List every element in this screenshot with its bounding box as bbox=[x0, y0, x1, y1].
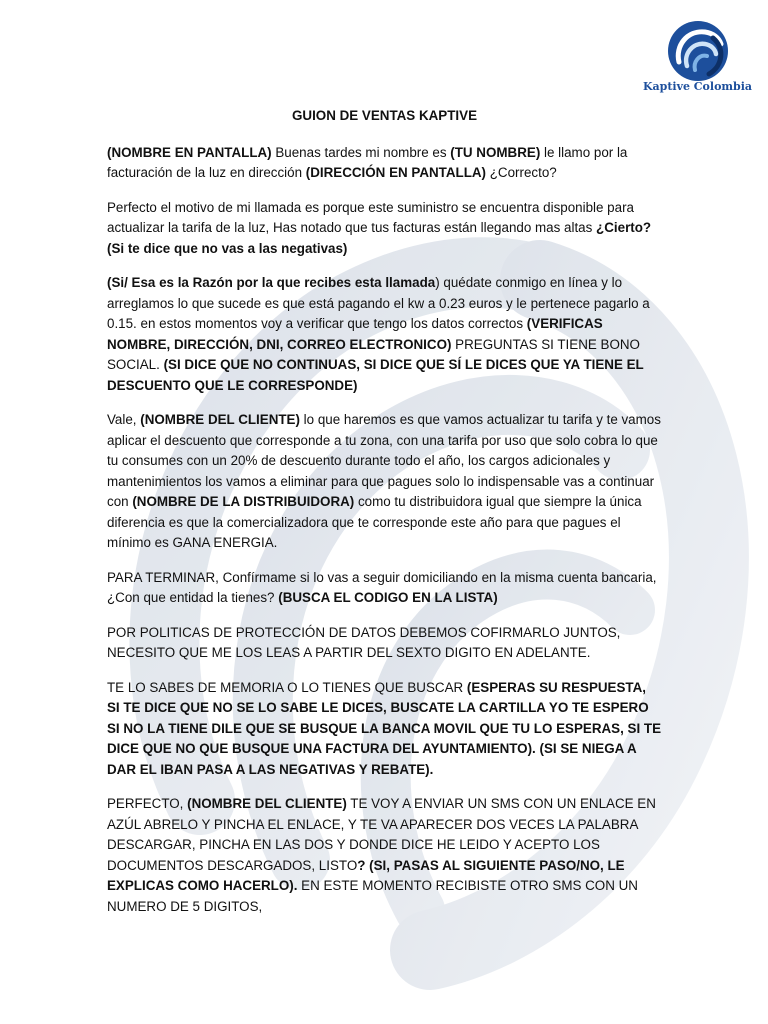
bold-instruction: (TU NOMBRE) bbox=[450, 144, 541, 160]
script-text: Vale, bbox=[107, 412, 141, 427]
bold-instruction: (SI DICE QUE NO CONTINUAS, SI DICE QUE SÍ LE DICES QUE YA TIENE EL DESCUENTO QUE LE CORRESPONDE) bbox=[107, 357, 644, 393]
script-text: Buenas tardes mi nombre es bbox=[271, 144, 451, 160]
paragraph-3 bbox=[107, 273, 662, 396]
script-text: como tu distribuidora igual que siempre la única diferencia es que la comercializadora que te corresponde este año para que pagues el mínimo es GANA ENERGIA. bbox=[107, 494, 642, 550]
logo-text: Kaptive Colombia bbox=[642, 80, 753, 93]
bold-instruction: (NOMBRE DEL CLIENTE) bbox=[187, 796, 347, 811]
bold-instruction: (ESPERAS SU RESPUESTA, SI TE DICE QUE NO SE LO SABE LE DICES, BUSCATE LA CARTILLA YO TE ESPERO SI NO LA TIENE DILE QUE SE BUSQUE LA BANCA MOVIL QUE TU LO ESPERAS, SI TE DICE QUE NO QUE BUSQUE UNA FACTURA DEL AYUNTAMIENTO). (SI SE NIEGA A DAR EL IBAN PASA A LAS NEGATIVAS Y REBATE). bbox=[107, 679, 662, 777]
script-paragraphs bbox=[107, 143, 662, 918]
paragraph-7 bbox=[107, 678, 662, 781]
bold-instruction: (NOMBRE EN PANTALLA) bbox=[107, 144, 272, 160]
bold-instruction: ? (SI, PASAS AL SIGUIENTE PASO/NO, LE EXPLICAS COMO HACERLO). bbox=[107, 857, 625, 893]
paragraph-2 bbox=[107, 198, 662, 260]
script-text: ) quédate conmigo en línea y lo arreglamos lo que sucede es que está pagando el kw a 0.23 euros y le pertenece pagarlo a 0.15. en estos momentos voy a verificar que tengo los datos correctos bbox=[107, 275, 650, 331]
script-text: le llamo por la facturación de la luz en dirección bbox=[107, 144, 628, 180]
kaptive-logo bbox=[640, 18, 755, 93]
script-text: EN ESTE MOMENTO RECIBISTE OTRO SMS CON UN NUMERO DE 5 DIGITOS, bbox=[107, 878, 638, 914]
bold-instruction: (VERIFICAS NOMBRE, DIRECCIÓN, DNI, CORREO ELECTRONICO) bbox=[107, 316, 603, 352]
script-text: PREGUNTAS SI TIENE BONO SOCIAL. bbox=[107, 336, 640, 372]
document-body bbox=[107, 106, 662, 931]
bold-instruction: (BUSCA EL CODIGO EN LA LISTA) bbox=[278, 590, 498, 605]
bold-instruction: (NOMBRE DE LA DISTRIBUIDORA) bbox=[132, 494, 355, 509]
bold-instruction: (Si/ Esa es la Razón por la que recibes esta llamada bbox=[107, 275, 436, 290]
script-text: lo que haremos es que vamos actualizar tu tarifa y te vamos aplicar el descuento que corresponde a tu zona, con una tarifa por uso que solo cobra lo que tu consumes con un 20% de descuento durante todo el año, los cargos adicionales y mantenimientos los vamos a eliminar para que pagues solo lo indispensable vas a continuar con bbox=[107, 412, 661, 509]
bold-instruction: ¿Cierto? (Si te dice que no vas a las negativas) bbox=[107, 220, 652, 256]
script-text: ¿Correcto? bbox=[486, 165, 557, 180]
page-title: GUION DE VENTAS KAPTIVE bbox=[291, 108, 477, 123]
paragraph-5 bbox=[107, 568, 662, 609]
script-text: Perfecto el motivo de mi llamada es porque este suministro se encuentra disponible para actualizar la tarifa de la luz, Has notado que tus facturas están llegando mas altas bbox=[107, 199, 634, 235]
script-text: TE LO SABES DE MEMORIA O LO TIENES QUE BUSCAR bbox=[107, 679, 467, 695]
paragraph-1 bbox=[107, 143, 662, 184]
paragraph-6 bbox=[107, 623, 662, 664]
paragraph-8 bbox=[107, 794, 662, 917]
script-text: TE VOY A ENVIAR UN SMS CON UN ENLACE EN AZÚL ABRELO Y PINCHA EL ENLACE, Y TE VA APARECER DOS VECES LA PALABRA DESCARGAR, PINCHA EN LAS DOS Y DONDE DICE HE LEIDO Y ACEPTO LOS DOCUMENTOS DESCARGADOS, LISTO bbox=[107, 796, 656, 873]
kaptive-logo-icon bbox=[665, 18, 731, 84]
paragraph-4 bbox=[107, 410, 662, 554]
script-text: PERFECTO, bbox=[107, 796, 188, 811]
script-text: PARA TERMINAR, Confírmame si lo vas a seguir domiciliando en la misma cuenta bancaria, ¿Con que entidad la tienes? bbox=[107, 569, 657, 605]
bold-instruction: (NOMBRE DEL CLIENTE) bbox=[140, 412, 300, 427]
script-text: POR POLITICAS DE PROTECCIÓN DE DATOS DEBEMOS COFIRMARLO JUNTOS, NECESITO QUE ME LOS LEAS A PARTIR DEL SEXTO DIGITO EN ADELANTE. bbox=[107, 624, 621, 660]
bold-instruction: (DIRECCIÓN EN PANTALLA) bbox=[305, 165, 487, 180]
